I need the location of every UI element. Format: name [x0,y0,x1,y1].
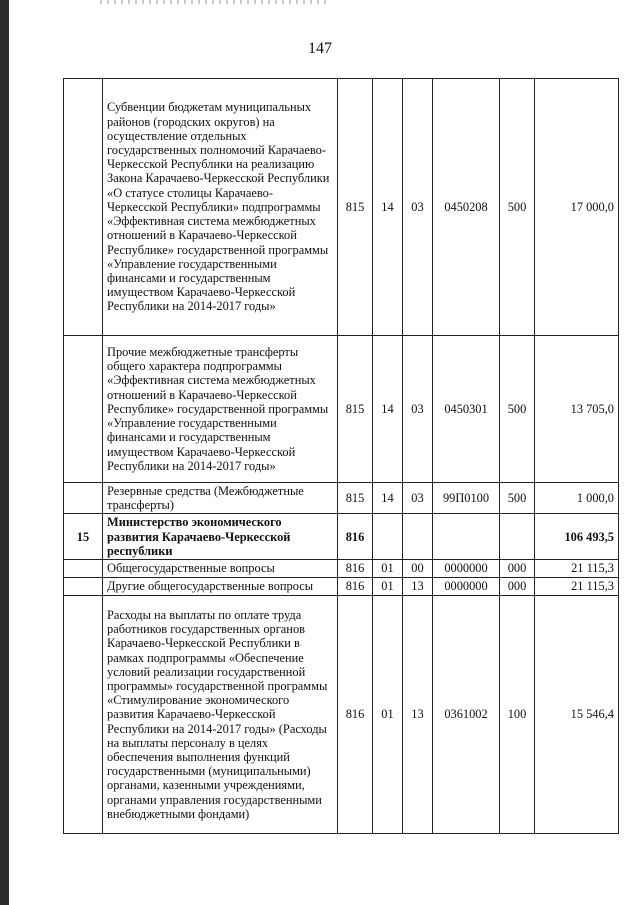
table-row [64,560,619,578]
section-code: 14 [373,483,403,514]
ministry-code: 815 [338,336,373,483]
amount: 106 493,5 [535,514,619,560]
section-code: 01 [373,596,403,834]
row-number [64,79,103,336]
ministry-code: 816 [338,596,373,834]
row-description: Субвенции бюджетам муниципальных районов (городских округов) на осуществление отдельных государственных полномочий Карачаево-Черкесской Республики на реализацию Закона Карачаево-Черкесской Республики «О статусе столицы Карачаево-Черкесской Республики» подпрограммы «Эффективная система межбюджетных отношений в Карачаево-Черкесской Республике» государственной программы «Управление государственными финансами и государственным имуществом Карачаево-Черкесской Республики на 2014-2017 годы» [103,79,338,336]
table-row [64,79,619,336]
row-number [64,578,103,596]
section-code: 01 [373,578,403,596]
target-article-code: 0450208 [433,79,500,336]
row-number [64,336,103,483]
subsection-code: 03 [403,483,433,514]
expense-type-code: 500 [500,79,535,336]
row-description: Общегосударственные вопросы [103,560,338,578]
ministry-code: 816 [338,514,373,560]
expense-type-code: 000 [500,578,535,596]
subsection-code: 13 [403,578,433,596]
section-code [373,514,403,560]
budget-table [63,78,619,834]
row-description: Резервные средства (Межбюджетные трансферты) [103,483,338,514]
section-code: 01 [373,560,403,578]
row-description: Другие общегосударственные вопросы [103,578,338,596]
amount: 15 546,4 [535,596,619,834]
row-description: Расходы на выплаты по оплате труда работников государственных органов Карачаево-Черкесской Республики в рамках подпрограммы «Обеспечение условий реализации государственной программы» государственной программы «Стимулирование экономического развития Карачаево-Черкесской Республики на 2014-2017 годы» (Расходы на выплаты персоналу в целях обеспечения выполнения функций государственными (муниципальными) органами, казенными учреждениями, органами управления государственными внебюджетными фондами) [103,596,338,834]
expense-type-code: 500 [500,336,535,483]
amount: 21 115,3 [535,560,619,578]
subsection-code: 13 [403,596,433,834]
table-row [64,596,619,834]
scan-noise [100,0,330,4]
target-article-code: 99П0100 [433,483,500,514]
ministry-code: 815 [338,483,373,514]
target-article-code: 0361002 [433,596,500,834]
row-number [64,483,103,514]
ministry-code: 816 [338,578,373,596]
section-code: 14 [373,79,403,336]
row-description: Прочие межбюджетные трансферты общего характера подпрограммы «Эффективная система межбюджетных отношений в Карачаево-Черкесской Республике» государственной программы «Управление государственными финансами и государственным имуществом Карачаево-Черкесской Республики на 2014-2017 годы» [103,336,338,483]
expense-type-code: 000 [500,560,535,578]
table-row [64,514,619,560]
row-number: 15 [64,514,103,560]
amount: 13 705,0 [535,336,619,483]
section-code: 14 [373,336,403,483]
row-description: Министерство экономического развития Карачаево-Черкесской республики [103,514,338,560]
page-number: 147 [308,40,332,57]
amount: 17 000,0 [535,79,619,336]
table-row [64,483,619,514]
target-article-code: 0000000 [433,578,500,596]
amount: 1 000,0 [535,483,619,514]
table-row [64,336,619,483]
row-number [64,560,103,578]
target-article-code: 0450301 [433,336,500,483]
scan-left-edge [0,0,9,905]
expense-type-code: 100 [500,596,535,834]
row-number [64,596,103,834]
expense-type-code: 500 [500,483,535,514]
subsection-code: 03 [403,336,433,483]
subsection-code [403,514,433,560]
amount: 21 115,3 [535,578,619,596]
target-article-code [433,514,500,560]
subsection-code: 03 [403,79,433,336]
ministry-code: 816 [338,560,373,578]
target-article-code: 0000000 [433,560,500,578]
expense-type-code [500,514,535,560]
table-row [64,578,619,596]
subsection-code: 00 [403,560,433,578]
ministry-code: 815 [338,79,373,336]
